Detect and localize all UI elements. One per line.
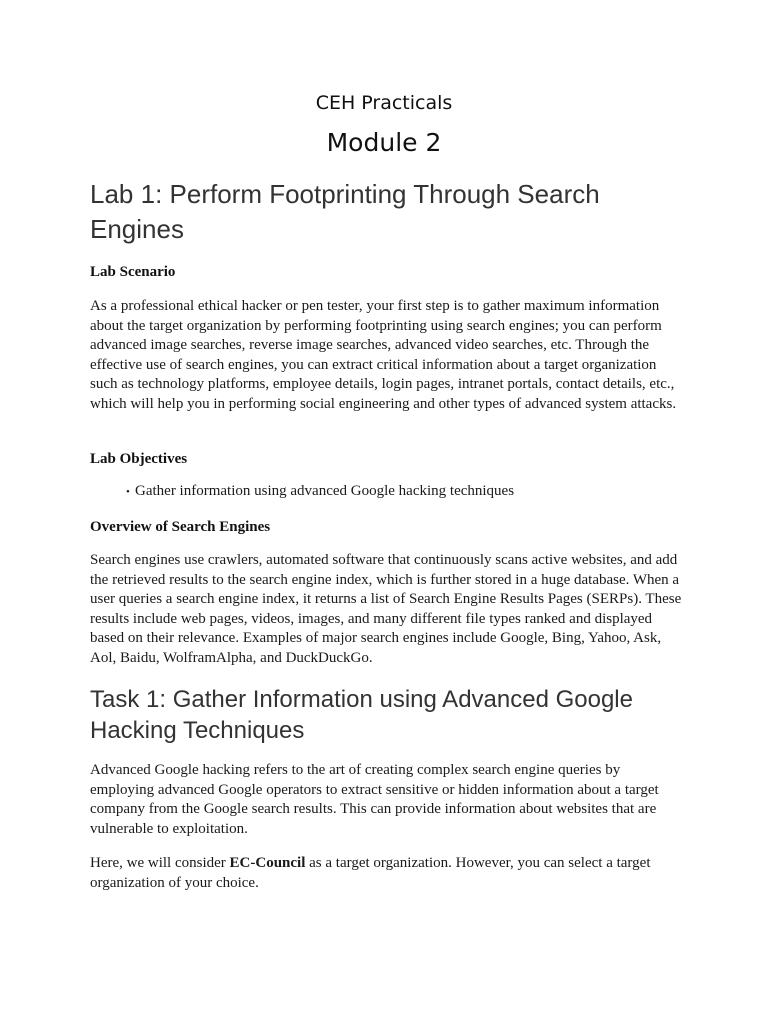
target-org-text [90,854,682,893]
lab-scenario-label: Lab Scenario [90,264,176,280]
objective-item [126,481,514,502]
target-prefix: Here, we will consider [90,855,230,871]
lab-scenario-text: As a professional ethical hacker or pen tester, your first step is to gather maximum information about the target organization by performing footprinting using search engines; you can perform advanced image searches, reverse image searches, advanced video searches, etc. Through the effective use of search engines, you can extract critical information about a target organization such as technology platforms, employee details, login pages, intranet portals, contact details, etc., which will help you in performing social engineering and other types of advanced system attacks. [90,298,677,412]
bullet-icon: • [126,486,130,498]
overview-label: Overview of Search Engines [90,519,271,535]
lab-objectives-label: Lab Objectives [90,451,188,467]
module-title: Module 2 [326,128,442,157]
target-org-name: EC-Council [229,855,306,871]
task-intro-text: Advanced Google hacking refers to the art of creating complex search engine queries by employing advanced Google operators to extract sensitive or hidden information about a target company from the Google search results. This can provide information about websites that are vulnerable to exploitation. [90,762,659,837]
document-title: CEH Practicals [315,92,453,114]
objective-text: Gather information using advanced Google hacking techniques [135,483,515,499]
target-suffix: as a target organization. However, you can select a target organization of your choice. [90,855,651,891]
lab-heading: Lab 1: Perform Footprinting Through Search Engines [90,179,600,244]
task-heading: Task 1: Gather Information using Advanced Google Hacking Techniques [90,686,633,744]
overview-text: Search engines use crawlers, automated software that continuously scans active websites, and add the retrieved results to the search engine index, which is further stored in a huge database. When a user queries a search engine index, it returns a list of Search Engine Results Pages (SERPs). These results include web pages, videos, images, and many different file types ranked and displayed based on their relevance. Examples of major search engines include Google, Bing, Yahoo, Ask, Aol, Baidu, WolframAlpha, and DuckDuckGo. [90,552,682,666]
objectives-list [126,481,514,502]
